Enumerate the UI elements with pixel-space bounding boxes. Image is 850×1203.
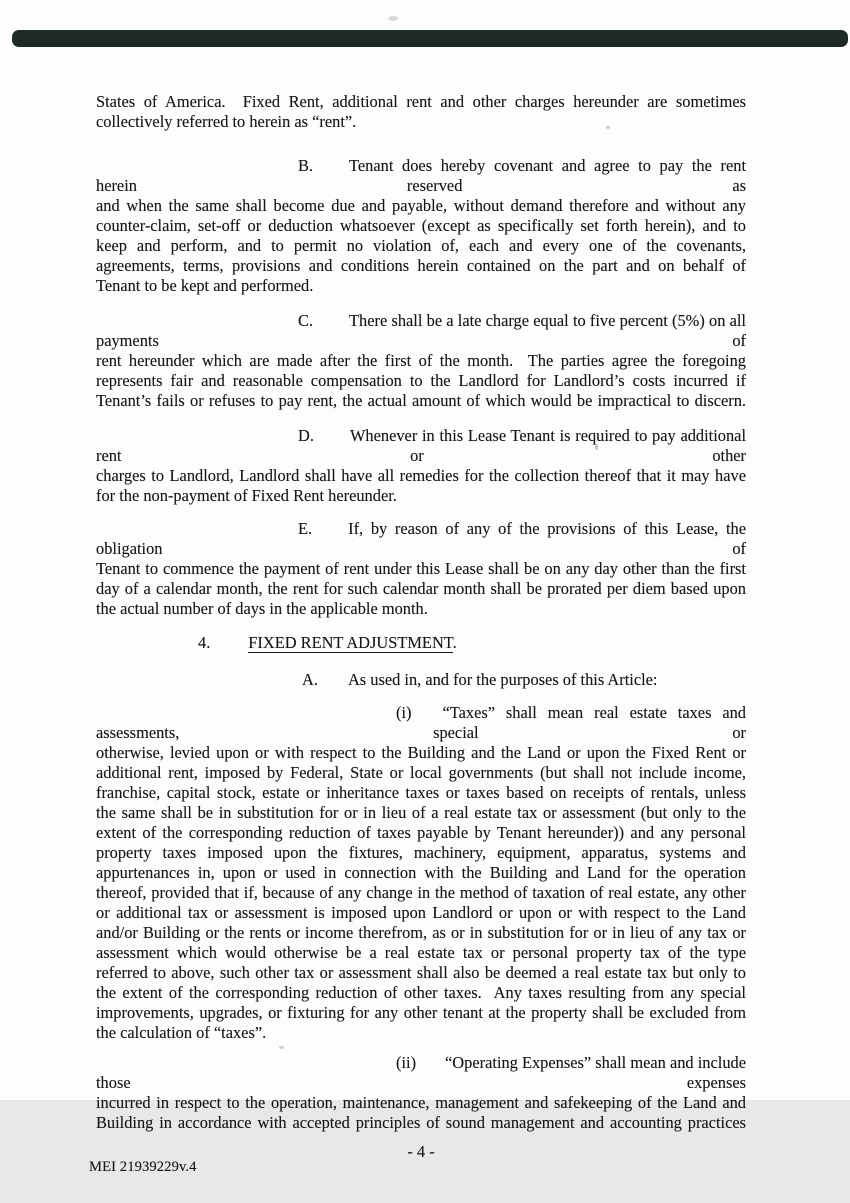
- text-line: B. Tenant does hereby covenant and agree to pay the rent herein reserved as: [96, 156, 746, 195]
- text-line: the calculation of “taxes”.: [96, 1023, 267, 1042]
- clause-4a: [96, 670, 746, 690]
- list-marker: 4.: [198, 633, 211, 652]
- clause-c: [96, 311, 746, 411]
- list-marker: (i): [396, 703, 412, 722]
- text-line: Tenant’s fails or refuses to pay rent, the actual amount of which would be impractical to discern.: [96, 391, 746, 410]
- text-line: incurred in respect to the operation, maintenance, management and safekeeping of the Land and: [96, 1093, 746, 1112]
- text-line: agreements, terms, provisions and conditions herein contained on the part and on behalf of: [96, 256, 746, 275]
- page-footer: [89, 1133, 746, 1203]
- clause-d: [96, 426, 746, 506]
- text-line: the extent of the corresponding reduction of other taxes. Any taxes resulting from any special: [96, 983, 746, 1002]
- text-line: the actual number of days in the applicable month.: [96, 599, 428, 618]
- text-line: Building in accordance with accepted principles of sound management and accounting practices: [96, 1113, 746, 1132]
- text-line: appurtenances in, upon or used in connection with the Building and Land for the operation: [96, 863, 746, 882]
- text-line: counter-claim, set-off or deduction whatsoever (except as specifically set forth herein), and to: [96, 216, 746, 235]
- text-line: referred to above, such other tax or assessment shall also be deemed a real estate tax but only to: [96, 963, 746, 982]
- text-line: assessment which would otherwise be a real estate tax or personal property tax of the type: [96, 943, 746, 962]
- scan-speck: [388, 16, 398, 21]
- section-heading-text: FIXED RENT ADJUSTMENT: [248, 633, 453, 652]
- tab-space: [313, 325, 349, 326]
- text-line: rent hereunder which are made after the first of the month. The parties agree the foregoing: [96, 351, 746, 370]
- page-number: - 4 -: [407, 1142, 435, 1161]
- document-id: MEI 21939229v.4: [89, 1159, 197, 1175]
- document-body: [89, 92, 746, 1203]
- clause-e: [96, 519, 746, 619]
- text-line: day of a calendar month, the rent for such calendar month shall be prorated per diem based upon: [96, 579, 746, 598]
- text-line: charges to Landlord, Landlord shall have all remedies for the collection thereof that it may have: [96, 466, 746, 485]
- text-line: additional rent, imposed by Federal, State or local governments (but shall not include income,: [96, 763, 746, 782]
- tab-space: [416, 1067, 445, 1068]
- text-line: extent of the corresponding reduction of taxes payable by Tenant hereunder)) and any personal: [96, 823, 746, 842]
- text-line: for the non-payment of Fixed Rent hereunder.: [96, 486, 397, 505]
- text-line: (ii) “Operating Expenses” shall mean and include those expenses: [96, 1053, 746, 1092]
- scan-artifact-bar: [12, 30, 848, 47]
- text-line: 4. FIXED RENT ADJUSTMENT.: [96, 633, 746, 653]
- section-4-heading: [96, 633, 746, 653]
- tab-space: [313, 170, 349, 171]
- text-line: represents fair and reasonable compensation to the Landlord for Landlord’s costs incurred if: [96, 371, 746, 390]
- text-line: collectively referred to herein as “rent”.: [96, 112, 357, 131]
- clause-b: [96, 156, 746, 296]
- text-line: and when the same shall become due and payable, without demand therefore and without any: [96, 196, 746, 215]
- text-line: Tenant to commence the payment of rent under this Lease shall be on any day other than the first: [96, 559, 746, 578]
- clause-4a-ii-operating-expenses: [96, 1053, 746, 1133]
- text-line: E. If, by reason of any of the provisions of this Lease, the obligation of: [96, 519, 746, 558]
- text-line: thereof, provided that if, because of any change in the method of taxation of real estate, any other: [96, 883, 746, 902]
- text-line: keep and perform, and to permit no violation of, each and every one of the covenants,: [96, 236, 746, 255]
- text-line: Tenant to be kept and performed.: [96, 276, 314, 295]
- tab-space: [318, 684, 348, 685]
- list-marker: E.: [298, 519, 313, 538]
- text-line: franchise, capital stock, estate or inheritance taxes or taxes based on receipts of rentals, unless: [96, 783, 746, 802]
- list-marker: C.: [298, 311, 314, 330]
- tab-space: [312, 533, 348, 534]
- clause-4a-i-taxes: [96, 703, 746, 1043]
- paragraphs-container: [96, 92, 746, 1133]
- text-line: (i) “Taxes” shall mean real estate taxes and assessments, special or: [96, 703, 746, 742]
- tab-space: [411, 717, 442, 718]
- text-line: property taxes imposed upon the fixtures, machinery, equipment, apparatus, systems and: [96, 843, 746, 862]
- text-line: D. Whenever in this Lease Tenant is required to pay additional rent or other: [96, 426, 746, 465]
- tab-space: [314, 440, 350, 441]
- list-marker: (ii): [396, 1053, 417, 1072]
- text-line: and/or Building or the rents or income therefrom, as or in substitution for or in lieu of any tax or: [96, 923, 746, 942]
- tab-space: [210, 647, 248, 648]
- text-line: the same shall be in substitution for or in lieu of a real estate tax or assessment (but only to the: [96, 803, 746, 822]
- text-line: otherwise, levied upon or with respect to the Building and the Land or upon the Fixed Rent or: [96, 743, 746, 762]
- text-line: or additional tax or assessment is imposed upon Landlord or upon or with respect to the Land: [96, 903, 746, 922]
- text-line: C. There shall be a late charge equal to five percent (5%) on all payments of: [96, 311, 746, 350]
- list-marker: B.: [298, 156, 314, 175]
- text-line: States of America. Fixed Rent, additional rent and other charges hereunder are sometimes: [96, 92, 746, 111]
- intro-continuation: [96, 92, 746, 132]
- list-marker: A.: [302, 670, 318, 689]
- list-marker: D.: [298, 426, 314, 445]
- text-line: A. As used in, and for the purposes of this Article:: [96, 670, 746, 690]
- text-line: improvements, upgrades, or fixturing for any other tenant at the property shall be excluded from: [96, 1003, 746, 1022]
